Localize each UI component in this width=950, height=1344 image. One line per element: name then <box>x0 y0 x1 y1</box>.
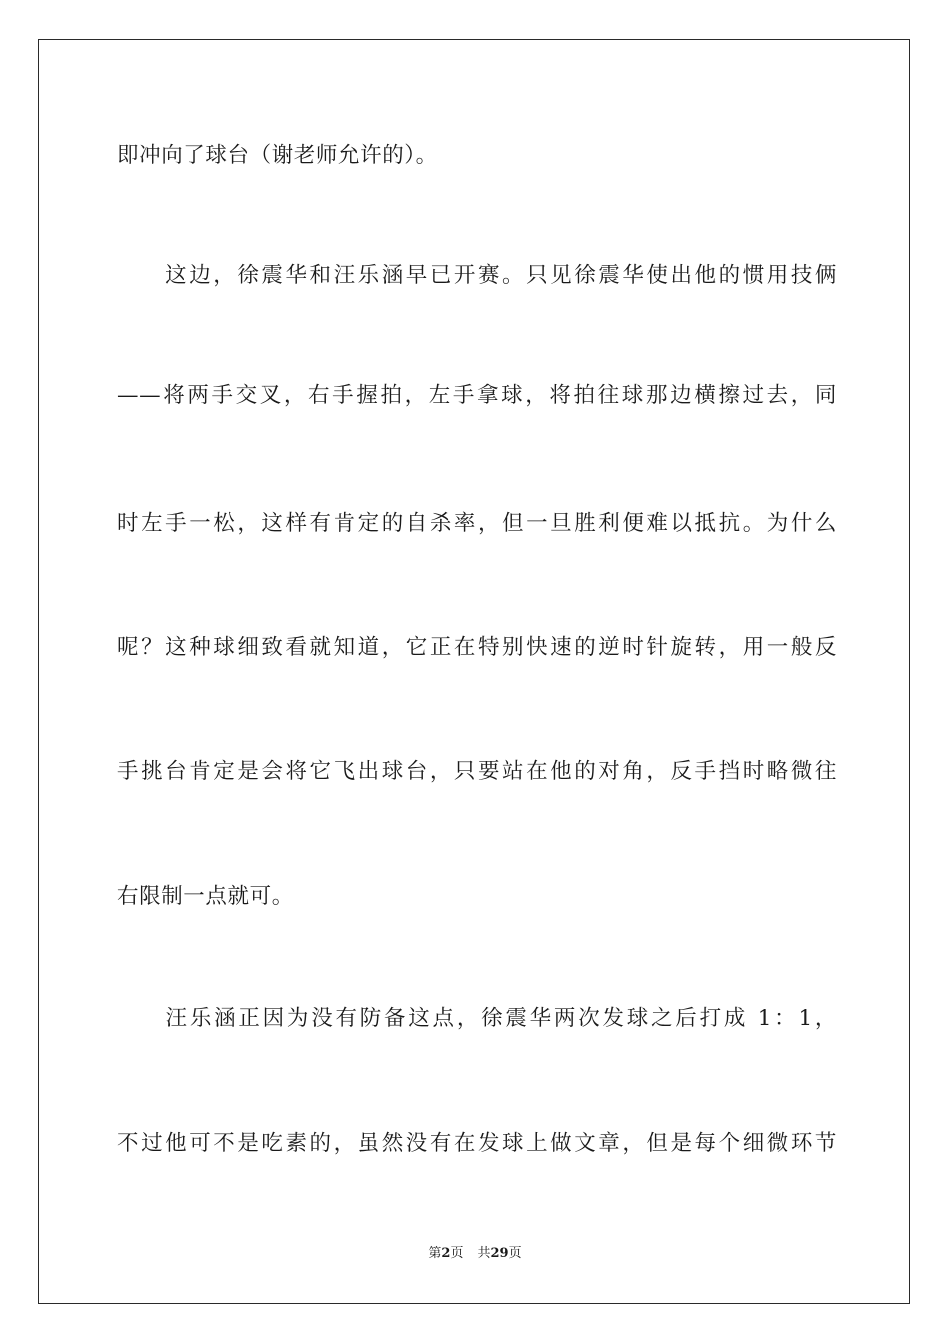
text-line-6: 手挑台肯定是会将它飞出球台，只要站在他的对角，反手挡时略微往 <box>117 759 837 784</box>
page-prefix: 第 <box>428 1246 442 1261</box>
text-line-9: 不过他可不是吃素的，虽然没有在发球上做文章，但是每个细微环节 <box>117 1131 837 1156</box>
page-current: 2 <box>441 1246 451 1261</box>
page-border <box>38 39 910 1304</box>
text-line-7: 右限制一点就可。 <box>117 884 294 909</box>
page-total: 29 <box>490 1246 509 1261</box>
text-line-4: 时左手一松，这样有肯定的自杀率，但一旦胜利便难以抵抗。为什么 <box>117 511 837 536</box>
text-line-3: ——将两手交叉，右手握拍，左手拿球，将拍往球那边横擦过去，同 <box>117 383 837 408</box>
text-line-1: 即冲向了球台（谢老师允许的）。 <box>117 143 438 168</box>
page-unit: 页 <box>450 1246 464 1261</box>
text-line-2: 这边，徐震华和汪乐涵早已开赛。只见徐震华使出他的惯用技俩 <box>117 263 837 288</box>
total-unit: 页 <box>508 1246 522 1261</box>
text-line-8: 汪乐涵正因为没有防备这点，徐震华两次发球之后打成 1：1， <box>117 1006 837 1031</box>
text-line-5: 呢？这种球细致看就知道，它正在特别快速的逆时针旋转，用一般反 <box>117 635 837 660</box>
page-footer <box>0 1245 950 1263</box>
total-prefix: 共 <box>477 1246 491 1261</box>
